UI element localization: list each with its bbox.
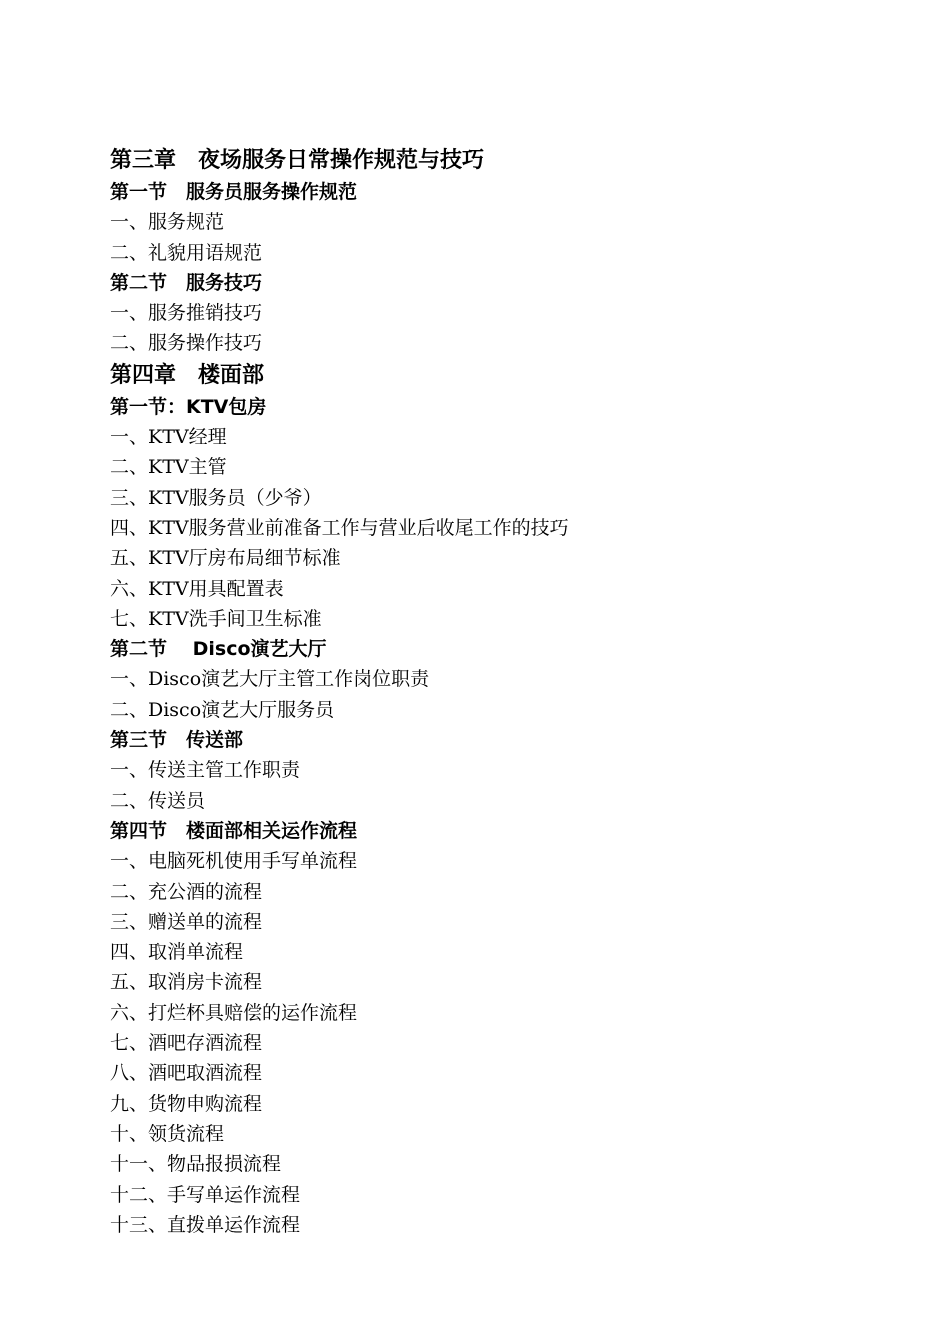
section-heading: 第二节 Disco演艺大厅 xyxy=(110,638,327,661)
toc-item: 二、充公酒的流程 xyxy=(110,880,263,903)
toc-item: 六、KTV用具配置表 xyxy=(110,577,284,600)
table-of-contents xyxy=(110,144,890,1240)
section-heading: 第四节 楼面部相关运作流程 xyxy=(110,819,358,842)
toc-item: 五、取消房卡流程 xyxy=(110,971,263,994)
toc-item: 九、货物申购流程 xyxy=(110,1092,263,1115)
toc-item: 一、电脑死机使用手写单流程 xyxy=(110,850,358,873)
toc-item: 四、KTV服务营业前准备工作与营业后收尾工作的技巧 xyxy=(110,516,569,539)
section-heading: 第三节 传送部 xyxy=(110,729,244,752)
toc-item: 一、KTV经理 xyxy=(110,426,227,449)
toc-item: 二、服务操作技巧 xyxy=(110,332,263,355)
toc-item: 十三、直拨单运作流程 xyxy=(110,1213,301,1236)
toc-item: 四、取消单流程 xyxy=(110,941,244,964)
toc-item: 三、赠送单的流程 xyxy=(110,910,263,933)
toc-item: 八、酒吧取酒流程 xyxy=(110,1062,263,1085)
chapter-heading: 第四章 楼面部 xyxy=(110,362,265,388)
toc-item: 十二、手写单运作流程 xyxy=(110,1183,301,1206)
toc-item: 一、服务规范 xyxy=(110,211,225,234)
section-heading: 第一节：KTV包房 xyxy=(110,395,267,418)
toc-item: 五、KTV厅房布局细节标准 xyxy=(110,547,341,570)
toc-item: 二、KTV主管 xyxy=(110,456,227,479)
section-heading: 第二节 服务技巧 xyxy=(110,271,263,294)
toc-item: 二、Disco演艺大厅服务员 xyxy=(110,698,335,721)
toc-item: 十一、物品报损流程 xyxy=(110,1153,282,1176)
toc-item: 一、服务推销技巧 xyxy=(110,302,263,325)
toc-item: 一、传送主管工作职责 xyxy=(110,759,301,782)
toc-item: 七、KTV洗手间卫生标准 xyxy=(110,607,322,630)
chapter-heading: 第三章 夜场服务日常操作规范与技巧 xyxy=(110,148,485,173)
toc-item: 七、酒吧存酒流程 xyxy=(110,1032,263,1055)
toc-item: 六、打烂杯具赔偿的运作流程 xyxy=(110,1001,358,1024)
toc-item: 二、礼貌用语规范 xyxy=(110,241,263,264)
toc-item: 二、传送员 xyxy=(110,789,206,812)
toc-item: 一、Disco演艺大厅主管工作岗位职责 xyxy=(110,668,430,691)
toc-item: 三、KTV服务员（少爷） xyxy=(110,486,322,509)
toc-item: 十、领货流程 xyxy=(110,1122,225,1145)
section-heading: 第一节 服务员服务操作规范 xyxy=(110,181,358,203)
